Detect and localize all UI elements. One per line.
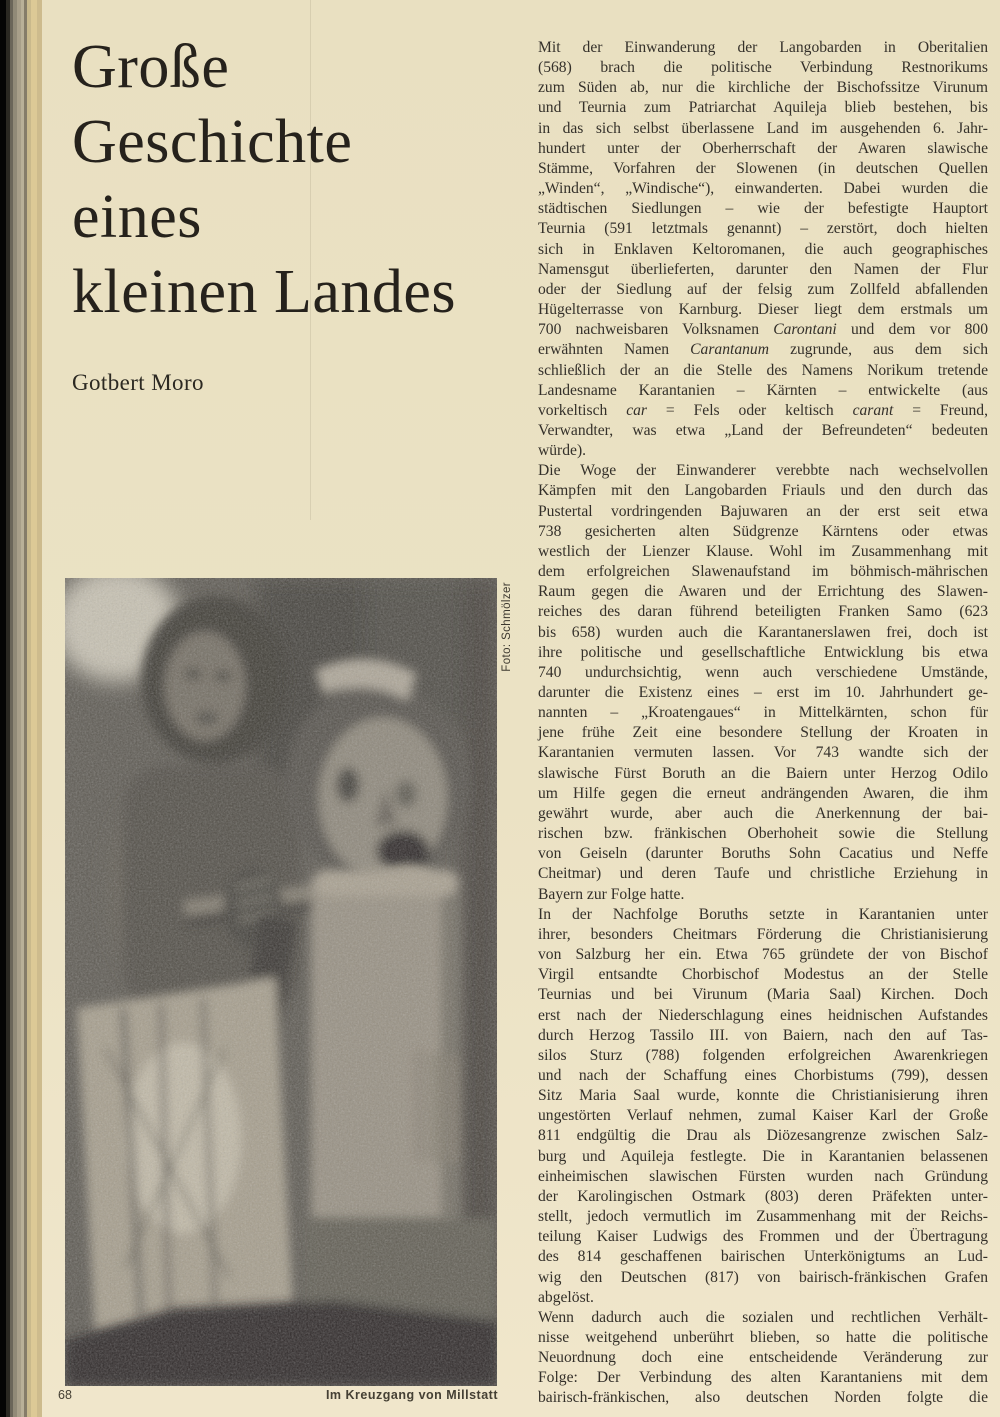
text-line: jene frühe Zeit eine besondere Stellung der Kroaten in [538,724,988,742]
text-line: erwähnten Namen Carantanum zugrunde, aus dem sich [538,341,988,359]
text-line: Die Woge der Einwanderer verebbte nach wechselvollen [538,462,988,480]
text-line: Kämpfen mit den Langobarden Friauls und den durch das [538,482,988,500]
text-line: 700 nachweisbaren Volksnamen Carontani und dem vor 800 [538,321,989,339]
article-column [538,38,988,1409]
text-line: In der Nachfolge Boruths setzte in Karantanien unter [538,905,988,923]
book-binding-edge [0,0,42,1417]
text-line: stellt, jedoch vermutlich im Zusammenhang mit der Reichs- [538,1208,988,1226]
text-line: „Winden“, „Windische“), einwanderten. Dabei wurden die [538,180,988,198]
text-line: slawische Fürst Boruth an die Baiern unter Herzog Odilo [538,764,988,782]
text-line: Landesname Karantanien – Kärnten – entwickelte (aus [538,381,988,399]
text-line: 738 gesicherten alten Südgrenze Kärntens oder etwas [538,522,988,540]
text-line: sich in Enklaven Keltoromanen, die auch geographisches [538,240,988,258]
text-line: abgelöst. [538,1288,594,1306]
text-line: Bayern zur Folge hatte. [538,885,685,903]
text-line: westlich der Lienzer Klause. Wohl im Zusammenhang mit [538,542,988,560]
text-line: Virgil entsandte Chorbischof Modestus an der Stelle [538,966,988,984]
article-title [72,30,512,330]
text-line: schließlich der an die Stelle des Namens Norikum tretende [538,361,988,379]
text-line: Hügelterrasse von Karnburg. Dieser liegt dem erstmals um [538,301,988,319]
text-line: hundert unter der Oberherrschaft der Awaren slawische [538,139,988,157]
text-line: darunter die Existenz eines – erst im 10. Jahrhundert ge- [538,684,988,701]
text-line: Wenn dadurch auch die sozialen und rechtlichen Verhält- [538,1308,988,1326]
title-line: Große [72,33,230,101]
text-line: Pustertal vordringenden Bajuwaren an der erst seit etwa [538,502,988,520]
text-line: Neuordnung doch eine entscheidende Veränderung zur [538,1349,988,1367]
photo-caption: Im Kreuzgang von Millstatt [325,1388,498,1402]
text-line: dem erfolgreichen Slawenaufstand im böhmisch-mährischen [538,563,988,581]
text-line: der Karolingischen Ostmark (803) deren Präfekten unter- [538,1187,988,1205]
text-line: Raum gegen die Awaren und der Errichtung des Slawen- [538,583,988,601]
text-line: Namensgut überlieferten, darunter den Namen der Flur [538,260,988,278]
author-byline: Gotbert Moro [72,370,204,395]
text-line: Karantanien vermuten lassen. Vor 743 wandte sich der [538,744,988,762]
text-line: vorkeltisch car = Fels oder keltisch carant = Freund, [538,401,988,419]
text-line: nisse weitgehend unberührt blieben, so hatte die politische [538,1329,988,1346]
text-line: (568) brach die politische Verbindung Restnorikums [538,59,988,77]
photo-credit: Foto: Schmölzer [501,582,513,672]
text-line: zum Süden ab, nur die kirchliche der Bischofssitze Virunum [538,79,988,97]
photo-image [65,578,497,1386]
title-line: kleinen Landes [72,258,457,326]
photo-stone-relief [65,578,497,1386]
text-line: teilung Kaiser Ludwigs des Frommen und der Übertragung [538,1228,988,1246]
text-line: Sitz Maria Saal wurde, konnte die Christianisierung ihren [538,1087,988,1105]
title-line: Geschichte [72,108,353,176]
text-line: 811 endgültig die Drau als Diözesangrenze zwischen Salz- [538,1127,988,1145]
text-line: ihrer, besonders Cheitmars Förderung die Christianisierung [538,925,988,943]
text-line: Mit der Einwanderung der Langobarden in Oberitalien [538,39,988,56]
text-line: silos Sturz (788) folgenden erfolgreichen Awarenkriegen [538,1046,988,1064]
text-line: burg und Aquileja festlegte. Die in Karantanien belassenen [538,1147,988,1165]
text-line: reiches des daran führend beteiligten Franken Samo (623 [538,603,988,621]
text-line: von Geiseln (darunter Boruths Sohn Cacatius und Neffe [538,845,988,863]
text-line: des 814 geschaffenen bairischen Unterkönigtums an Lud- [538,1248,988,1266]
text-line: um Hilfe gegen die erneut andrängenden Awaren, die ihm [538,784,988,802]
text-line: rischen bzw. fränkischen Oberhoheit sowie die Stellung [538,825,988,843]
text-line: und Teurnia zum Patriarchat Aquileja blieb bestehen, bis [538,99,988,117]
text-line: Verwandter, was etwa „Land der Befreundeten“ bedeuten [538,421,988,439]
text-line: in das sich selbst überlassene Land im ausgehenden 6. Jahr- [538,119,988,137]
text-line: bairisch-fränkischen, also deutschen Norden folgte die [538,1389,988,1407]
text-line: von Salzburg her ein. Etwa 765 gründete der von Bischof [538,946,988,964]
text-line: Teurnia (591 letztmals genannt) – zerstört, doch hielten [538,220,988,238]
text-line: bis 658) wurden auch die Karantanerslawen frei, doch ist [538,623,988,641]
page-number: 68 [58,1388,72,1402]
text-line: Folge: Der Verbindung des alten Karantaniens mit dem [538,1369,988,1387]
text-line: würde). [538,442,587,460]
text-line: durch Herzog Tassilo III. von Baiern, nach den auf Tas- [538,1026,988,1044]
text-line: ungestörten Verlauf nehmen, zumal Kaiser Karl der Große [538,1107,988,1125]
text-line: gewährt wurde, aber auch die Anerkennung der bai- [538,804,988,822]
title-line: eines [72,183,202,251]
text-line: wig den Deutschen (817) von bairisch-fränkischen Grafen [538,1268,988,1286]
text-line: Cheitmar) und deren Taufe und christliche Erziehung in [538,865,988,883]
text-line: städtischen Siedlungen – wie der befestigte Hauptort [538,200,988,218]
text-line: 740 undurchsichtig, wenn auch verschiedene Umstände, [538,663,988,681]
text-line: Teurnias und bei Virunum (Maria Saal) Kirchen. Doch [538,986,988,1004]
text-line: erst nach der Niederschlagung eines heidnischen Aufstandes [538,1006,988,1024]
text-line: ihre politische und gesellschaftliche Entwicklung bis etwa [538,643,988,661]
text-line: einheimischen slawischen Fürsten wurden nach Gründung [538,1167,988,1185]
text-line: nannten – „Kroatengaues“ in Mittelkärnten, schon für [538,704,988,722]
text-line: oder der Siedlung auf der felsig zum Zollfeld abfallenden [538,280,988,298]
text-line: und nach der Schaffung eines Chorbistums (799), dessen [538,1066,988,1084]
text-line: Stämme, Vorfahren der Slowenen (in deutschen Quellen [538,159,988,177]
